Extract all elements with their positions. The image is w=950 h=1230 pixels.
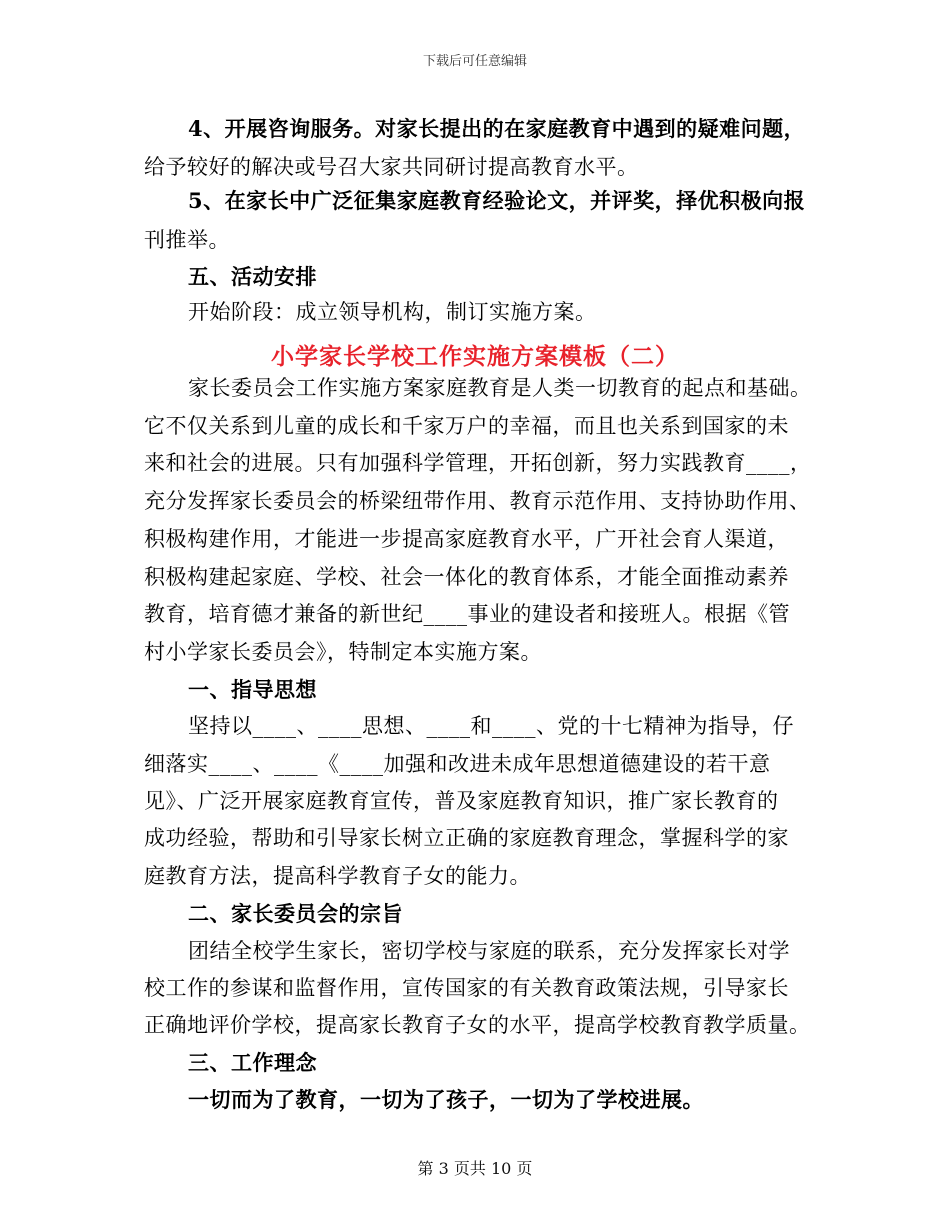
section-heading: 一、指导思想	[188, 677, 317, 702]
body-line: 开始阶段：成立领导机构，制订实施方案。	[188, 300, 597, 324]
body-line: 庭教育方法，提高科学教育子女的能力。	[144, 864, 531, 888]
body-line: 刊推举。	[144, 228, 230, 252]
section-heading: 二、家长委员会的宗旨	[188, 901, 403, 926]
body-line: 充分发挥家长委员会的桥梁纽带作用、教育示范作用、支持协助作用、	[144, 489, 811, 513]
body-line: 村小学家长委员会》，特制定本实施方案。	[144, 640, 542, 664]
body-line: 5、在家长中广泛征集家庭教育经验论文，并评奖，择优积极向报	[188, 188, 806, 213]
body-line: 给予较好的解决或号召大家共同研讨提高教育水平。	[144, 155, 639, 179]
section-heading: 五、活动安排	[188, 264, 317, 289]
body-line: 它不仅关系到儿童的成长和千家万户的幸福，而且也关系到国家的未	[144, 414, 789, 438]
body-line: 教育，培育德才兼备的新世纪____事业的建设者和接班人。根据《管	[144, 602, 790, 626]
section-heading: 三、工作理念	[188, 1050, 317, 1075]
body-line: 见》、广泛开展家庭教育宣传，普及家庭教育知识，推广家长教育的	[144, 789, 779, 813]
document-title: 小学家长学校工作实施方案模板（二）	[271, 343, 679, 370]
body-line: 正确地评价学校，提高家长教育子女的水平，提高学校教育教学质量。	[144, 1013, 811, 1037]
body-line: 细落实____、____《____加强和改进未成年思想道德建设的若干意	[144, 752, 771, 776]
body-line: 4、开展咨询服务。对家长提出的在家庭教育中遇到的疑难问题，	[188, 116, 806, 141]
body-line: 成功经验，帮助和引导家长树立正确的家庭教育理念，掌握科学的家	[144, 826, 789, 850]
body-line: 家长委员会工作实施方案家庭教育是人类一切教育的起点和基础。	[188, 376, 812, 400]
body-line: 团结全校学生家长，密切学校与家庭的联系，充分发挥家长对学	[188, 939, 790, 963]
body-line: 一切而为了教育，一切为了孩子，一切为了学校进展。	[188, 1087, 704, 1112]
body-line: 积极构建起家庭、学校、社会一体化的教育体系，才能全面推动素养	[144, 565, 789, 589]
body-line: 坚持以____、____思想、____和____、党的十七精神为指导，仔	[188, 714, 794, 738]
body-line: 来和社会的进展。只有加强科学管理，开拓创新，努力实践教育____，	[144, 451, 812, 475]
body-line: 积极构建作用，才能进一步提高家庭教育水平，广开社会育人渠道，	[144, 527, 789, 551]
body-line: 校工作的参谋和监督作用，宣传国家的有关教育政策法规，引导家长	[144, 976, 789, 1000]
page-header: 下载后可任意编辑	[422, 54, 527, 69]
page-footer: 第 3 页共 10 页	[417, 1159, 533, 1178]
